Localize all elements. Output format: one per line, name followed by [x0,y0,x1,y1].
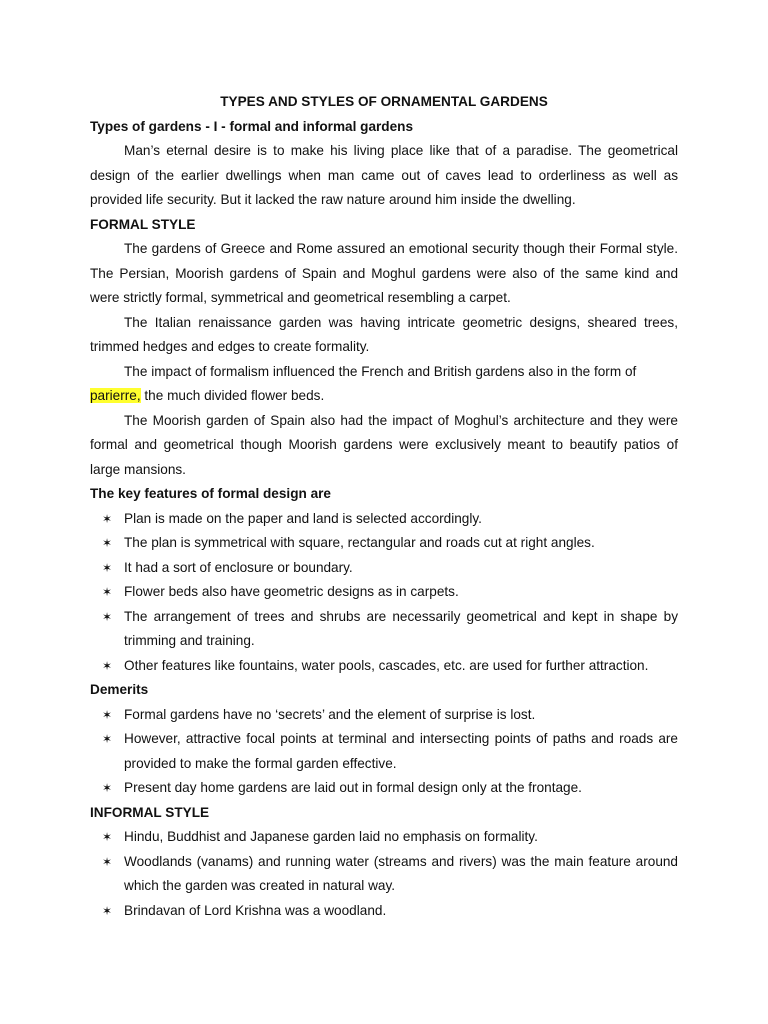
list-item-text: Brindavan of Lord Krishna was a woodland. [124,902,387,918]
list-item [90,531,678,556]
list-item [90,703,678,728]
list-item [90,654,678,679]
star-bullet-icon: ✶ [102,658,113,673]
informal-list [90,825,678,923]
list-item [90,776,678,801]
list-item [90,580,678,605]
star-bullet-icon: ✶ [102,585,113,599]
formal-paragraph-3 [90,360,678,409]
star-bullet-icon: ✶ [102,854,113,869]
list-item-text: Formal gardens have no ‘secrets’ and the element of surprise is lost. [124,706,536,722]
list-item-text: Hindu, Buddhist and Japanese garden laid no emphasis on formality. [124,829,538,844]
list-item [90,850,678,899]
formal-style-heading: FORMAL STYLE [90,216,196,232]
star-bullet-icon: ✶ [102,830,113,844]
highlighted-term: parierre, [90,388,141,403]
list-item-text: The arrangement of trees and shrubs are necessarily geometrical and kept in shape by trimming and training. [124,608,678,648]
list-item-text: Woodlands (vanams) and running water (streams and rivers) was the main feature around which the garden was created in natural way. [124,853,678,893]
list-item [90,899,678,924]
list-item [90,556,678,581]
list-item-text: Plan is made on the paper and land is selected accordingly. [124,510,482,526]
formal-paragraph-4: The Moorish garden of Spain also had the impact of Moghul’s architecture and they were formal and geometrical though Moorish gardens were exclusively meant to beautify patios of large mansions. [90,412,678,477]
informal-style-heading: INFORMAL STYLE [90,804,210,820]
star-bullet-icon: ✶ [102,707,113,722]
formal-paragraph-3-after: the much divided flower beds. [140,388,325,403]
star-bullet-icon: ✶ [102,903,113,918]
star-bullet-icon: ✶ [102,560,113,575]
star-bullet-icon: ✶ [102,511,113,526]
features-list [90,507,678,679]
star-bullet-icon: ✶ [102,536,113,550]
demerits-heading: Demerits [90,682,149,697]
list-item-text: Other features like fountains, water pools, cascades, etc. are used for further attraction. [124,657,649,673]
list-item-text: It had a sort of enclosure or boundary. [124,559,353,575]
document-subtitle: Types of gardens - I - formal and informal gardens [90,118,414,134]
list-item [90,825,678,850]
demerits-list [90,703,678,801]
formal-paragraph-3-before: The impact of formalism influenced the French and British gardens also in the form of [124,363,637,379]
list-item [90,727,678,776]
star-bullet-icon: ✶ [102,781,113,795]
document-title: TYPES AND STYLES OF ORNAMENTAL GARDENS [220,94,548,109]
list-item-text: However, attractive focal points at terminal and intersecting points of paths and roads are provided to make the formal garden effective. [124,731,678,771]
list-item [90,605,678,654]
star-bullet-icon: ✶ [102,609,113,624]
list-item-text: The plan is symmetrical with square, rectangular and roads cut at right angles. [124,535,595,550]
list-item-text: Present day home gardens are laid out in formal design only at the frontage. [124,780,582,795]
intro-paragraph: Man’s eternal desire is to make his living place like that of a paradise. The geometrical design of the earlier dwellings when man came out of caves lead to orderliness as well as provided life security. But it lacked the raw nature around him inside the dwelling. [90,143,678,207]
formal-paragraph-2: The Italian renaissance garden was having intricate geometric designs, sheared trees, trimmed hedges and edges to create formality. [90,314,678,354]
features-heading: The key features of formal design are [90,486,331,501]
list-item [90,507,678,532]
formal-paragraph-1: The gardens of Greece and Rome assured an emotional security though their Formal style. The Persian, Moorish gardens of Spain and Moghul gardens were also of the same kind and were strictly formal, symmetrical and geometrical resembling a carpet. [90,241,678,305]
document-page [90,90,678,923]
star-bullet-icon: ✶ [102,732,113,746]
list-item-text: Flower beds also have geometric designs as in carpets. [124,584,459,599]
